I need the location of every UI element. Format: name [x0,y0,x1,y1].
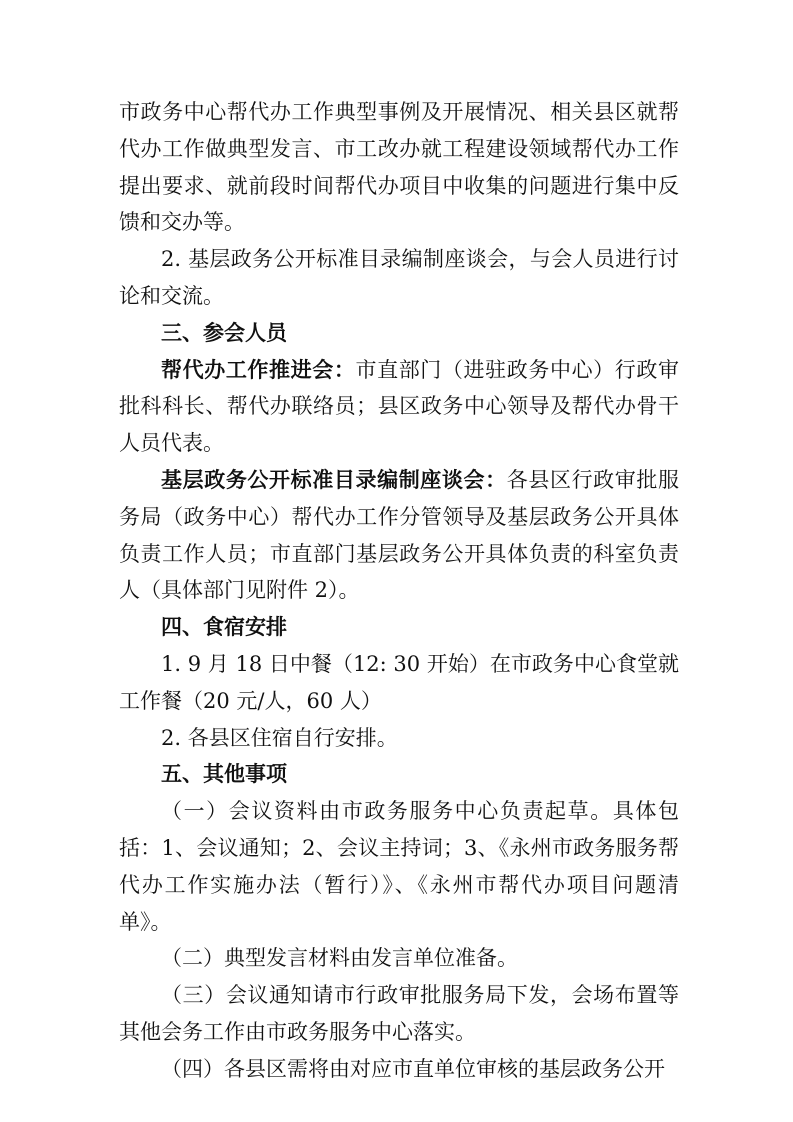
heading-attendees: 三、参会人员 [161,320,287,345]
paragraph-item-4: （四）各县区需将由对应市直单位审核的基层政务公开 [161,1056,665,1081]
paragraph-item-2: （二）典型发言材料由发言单位准备。 [161,946,518,971]
paragraph-meeting-agenda-continued: 市政务中心帮代办工作典型事例及开展情况、相关县区就帮代办工作做典型发言、市工改办就工程建设领域帮代办工作提出要求、就前段时间帮代办项目中收集的问题进行集中反馈和交办等。 [119,100,679,235]
text-promotion-meeting: 市直部门（进驻政务中心）行政审批科科长、帮代办联络员；县区政务中心领导及帮代办骨干人员代表。 [119,357,680,456]
lead-promotion-meeting: 帮代办工作推进会： [161,357,356,382]
paragraph-lodging: 2. 各县区住宿自行安排。 [161,725,398,750]
heading-other-matters: 五、其他事项 [161,762,287,787]
paragraph-seminar-item: 2. 基层政务公开标准目录编制座谈会，与会人员进行讨论和交流。 [119,247,679,308]
paragraph-item-1: （一）会议资料由市政务服务中心负责起草。具体包括：1、会议通知；2、会议主持词；3、《永州市政务服务帮代办工作实施办法（暂行）》、《永州市帮代办项目问题清单》。 [119,799,679,934]
document-body [119,94,679,1088]
heading-board-lodging: 四、食宿安排 [161,615,287,640]
paragraph-lunch: 1. 9 月 18 日中餐（12: 30 开始）在市政务中心食堂就工作餐（20 元/人，60 人） [119,651,679,713]
text-seminar: 各县区行政审批服务局（政务中心）帮代办工作分管领导及基层政务公开具体负责工作人员；市直部门基层政务公开具体负责的科室负责人（具体部门见附件 2）。 [119,467,680,603]
lead-seminar: 基层政务公开标准目录编制座谈会： [161,467,507,492]
paragraph-item-3: （三）会议通知请市行政审批服务局下发，会场布置等其他会务工作由市政务服务中心落实。 [119,983,679,1044]
paragraph-attendees-seminar [119,462,679,609]
paragraph-attendees-promotion-meeting [119,352,679,462]
